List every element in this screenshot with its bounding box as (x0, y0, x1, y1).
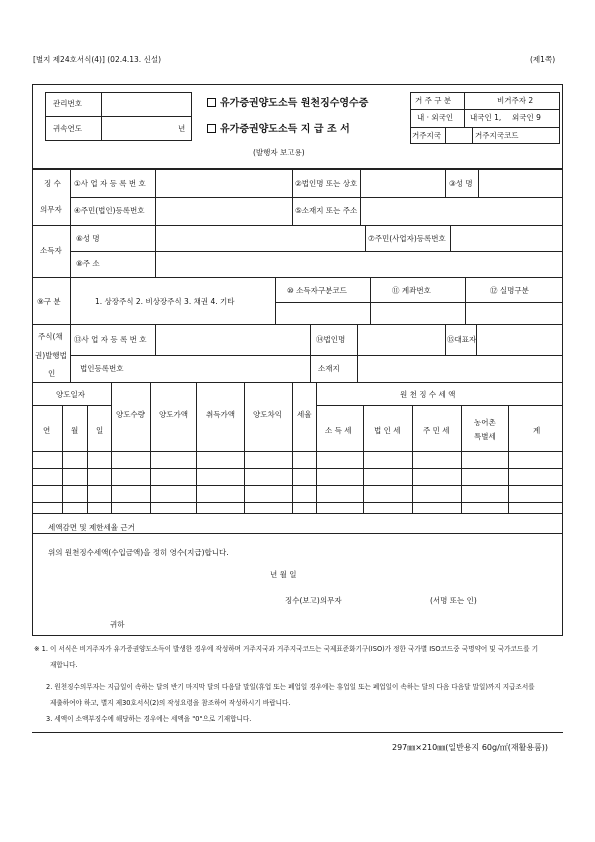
corp-tax-header: 법 인 세 (374, 426, 401, 435)
title-line2: 유가증권양도소득 지 급 조 서 (207, 124, 350, 135)
income-tax-header: 소 득 세 (325, 426, 352, 435)
corp-name-label: ②법인명 또는 상호 (295, 179, 358, 188)
page-number: (제1쪽) (530, 55, 556, 64)
note-1b: 재합니다. (50, 661, 78, 669)
account-no-label: ⑪ 계좌번호 (392, 286, 431, 295)
addressee: 귀하 (110, 620, 125, 629)
acq-price-header: 취득가액 (206, 410, 235, 419)
year-label: 귀속연도 (53, 124, 82, 133)
checkbox-icon[interactable] (207, 98, 216, 107)
issuer-side-3: 인 (48, 369, 56, 378)
address-label: ⑤소재지 또는 주소 (295, 206, 358, 215)
biz-no-label: ①사 업 자 등 록 번 호 (74, 179, 146, 188)
rural-tax-header-1: 농어촌 (474, 418, 496, 427)
signer-label: 징수(보고)의무자 (285, 596, 342, 605)
issuer-location-label: 소재지 (318, 364, 340, 373)
month-header: 월 (71, 426, 79, 435)
checkbox-icon[interactable] (207, 124, 216, 133)
gain-header: 양도차익 (253, 410, 282, 419)
income-code-label: ⑩ 소득자구분코드 (287, 286, 347, 295)
nationality-value2: 외국인 9 (512, 113, 541, 122)
total-header: 계 (533, 426, 541, 435)
issuer-corp-reg-label: 법인등록번호 (80, 364, 124, 373)
title-sub: (발행자 보고용) (253, 148, 305, 157)
form-id: [별지 제24호서식(4)] (02.4.13. 신설) (33, 55, 161, 64)
rate-header: 세율 (297, 410, 312, 419)
earner-side: 소득자 (40, 246, 62, 255)
issuer-side-1: 주식(채 (38, 332, 63, 341)
day-header: 일 (96, 426, 104, 435)
nationality-value1: 내국인 1, (470, 113, 502, 122)
note-2b: 제출하여야 하고, 별지 제30호서식(2)의 작성요령을 참조하여 작성하시기 바랍니다. (50, 699, 291, 707)
country-code-label: 거주지국코드 (475, 131, 519, 140)
residency-value: 비거주자 2 (497, 96, 534, 105)
earner-address-label: ⑧주 소 (76, 259, 100, 268)
year-header: 연 (43, 426, 51, 435)
rural-tax-header-2: 특별세 (474, 432, 496, 441)
receipt-statement: 위의 원천징수세액(수입금액)을 정히 영수(지급)합니다. (48, 548, 229, 557)
price-header: 양도가액 (159, 410, 188, 419)
transfer-date-header: 양도일자 (56, 390, 85, 399)
nationality-label: 내 · 외국인 (417, 113, 454, 122)
residency-label: 거 주 구 분 (415, 96, 452, 105)
reg-no-label: ④주민(법인)등록번호 (74, 206, 145, 215)
qty-header: 양도수량 (116, 410, 145, 419)
year-unit: 년 (178, 124, 186, 133)
issuer-side-2: 권)발행법 (35, 351, 67, 360)
receipt-date: 년 월 일 (270, 570, 297, 579)
reduction-basis: 세액감면 및 제한세율 근거 (48, 523, 135, 532)
resident-tax-header: 주 민 세 (423, 426, 450, 435)
issuer-rep-label: ⑮대표자 (447, 335, 477, 344)
mgmt-no-label: 관리번호 (53, 99, 82, 108)
category-label: ⑨구 분 (37, 297, 61, 306)
note-2a: 2. 원천징수의무자는 지급일이 속하는 달의 반기 마지막 달의 다음달 말일(휴업 또는 폐업일 경우에는 휴업일 또는 폐업일이 속하는 달의 다음 다음달 말일)까지 지급조서를 (46, 683, 535, 691)
title-line1: 유가증권양도소득 원천징수영수증 (207, 98, 368, 109)
name-label: ③성 명 (449, 179, 473, 188)
note-3: 3. 세액이 소액부징수에 해당하는 경우에는 세액을 "0"으로 기재합니다. (46, 715, 252, 723)
paper-spec: 297㎜×210㎜(일반용지 60g/㎡(재활용품)) (392, 743, 549, 752)
issuer-biz-no-label: ⑬사 업 자 등 록 번 호 (74, 335, 147, 344)
category-options: 1. 상장주식 2. 비상장주식 3. 채권 4. 기타 (95, 297, 235, 306)
withholder-side-1: 징 수 (44, 179, 61, 188)
sign-label: (서명 또는 인) (430, 596, 477, 605)
withholding-header: 원 천 징 수 세 액 (400, 390, 456, 399)
country-label: 거주지국 (412, 131, 441, 140)
note-1a: ※ 1. 이 서식은 비거주자가 유가증권양도소득이 발생한 경우에 작성하며 거주지국과 거주지국코드는 국제표준화기구(ISO)가 정한 국가별 ISO코드중 국명약어 및 국가코드를 기 (34, 645, 539, 653)
earner-reg-no-label: ⑦주민(사업자)등록번호 (368, 234, 446, 243)
realname-label: ⑫ 실명구분 (490, 286, 529, 295)
earner-name-label: ⑥성 명 (76, 234, 100, 243)
withholder-side-2: 의무자 (40, 205, 62, 214)
issuer-corp-name-label: ⑭법인명 (316, 335, 346, 344)
